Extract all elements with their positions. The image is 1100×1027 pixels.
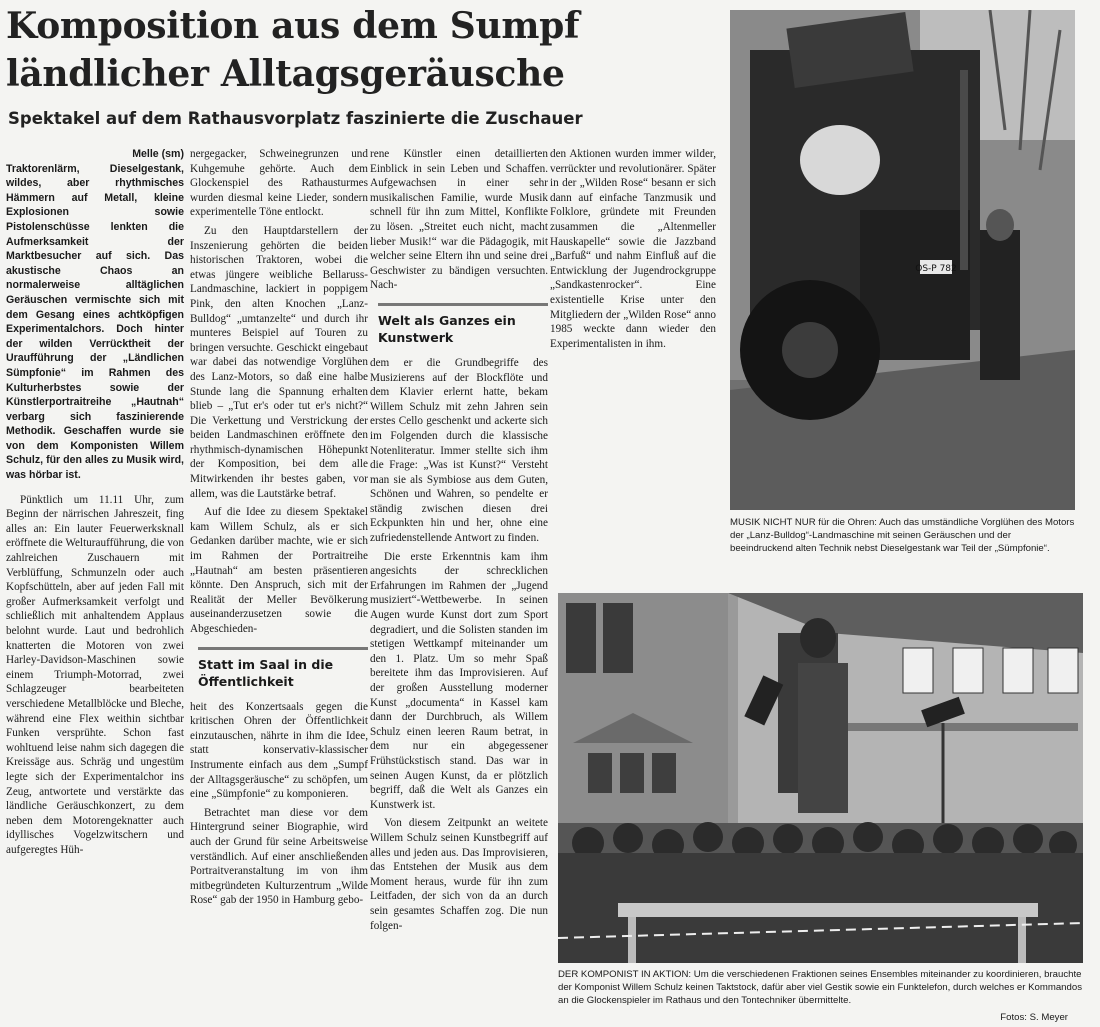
lead-paragraph: Traktorenlärm, Dieselgestank, wildes, aber rhythmisches Hämmern auf Metall, kleine Explosionen sowie Pistolenschüsse lenkten die Aufmerksamkeit der Marktbesucher auf sich. Das akustische Chaos an normalerweise alltäglichen Geräuschen vermischte sich mit dem Gesang eines achtköpfigen Experimentalchors. Doch hinter der wilden Verrücktheit der Uraufführung der „Ländlichen Sümpfonie“ im Rahmen des Kulturherbstes sowie der Künstlerportraitreihe „Hautnah“ verbarg sich faszinierende Methodik. Geschaffen wurde sie von dem Komponisten Willem Schulz, für den alles zu Musik wird, was hörbar ist. (6, 162, 184, 482)
photo-tractor (730, 10, 1075, 510)
body-paragraph: Zu den Hauptdarstellern der Inszenierung gehörten die beiden historischen Traktoren, wobei die etwas jüngere weibliche Bellaruss-Landmaschine, lackiert in poppigem Pink, den alten Knochen „Lanz-Bulldog“ „umtanzelte“ und durch ihr munteres Beispiel auf Touren zu bringen versuchte. Geschickt eingebaut war dabei das notwendige Vorglühen des Lanz-Motors, so daß eine halbe Stunde lang die Spannung erhalten blieb – „Tut er's oder tut er's nicht?“ Die Verkettung und Verstrickung der beiden Landmaschinen eröffnete den rhythmisch-dynamischen Höhepunkt der Komposition, bei dem alle Mitwirkenden ihr bestes gaben, vor allem, was die Lautstärke betraf. (190, 224, 368, 500)
article-column-2 (190, 147, 368, 997)
caption-text: Um die verschiedenen Fraktionen seines Ensembles miteinander zu koordinieren, brauchte der Komponist Willem Schulz keinen Taktstock, dafür aber viel Gestik sowie ein Funktelefon, durch welches er Kommandos an die Glockenspieler im Rathaus und den Tontechniker übermittelte. (558, 969, 1082, 1006)
article-column-3 (370, 147, 548, 997)
body-paragraph: heit des Konzertsaals gegen die kritischen Ohren der Öffentlichkeit einzutauschen, nährte in ihm die Idee, statt konservativ-klassischer Instrumente einfach aus dem „Sumpf der Alltagsgeräusche“ zu schöpfen, um eine „Sümpfonie“ zu komponieren. (190, 700, 368, 801)
photo-tractor-image (730, 10, 1075, 510)
headline (6, 2, 716, 98)
body-paragraph: rene Künstler einen detaillierten Einblick in sein Leben und Schaffen. Aufgewachsen in einer sehr musikalischen Familie, wurde Musik schnell für ihn zum Mittel, Konflikte zu lösen. „Streitet euch nicht, macht lieber Musik!“ war die Pädagogik, mit welcher seine Eltern ihn und seine drei Geschwister zu bändigen versuchten. Nach- (370, 148, 548, 292)
body-paragraph: Die erste Erkenntnis kam ihm angesichts der schrecklichen Erfahrungen im Rahmen der „Jugend musiziert“-Wettbewerbe. In seinen Augen wurde Kunst dort zum Sport degradiert, und die Solisten standen im stetigen Wettkampf miteinander um den 1. Platz. Um so mehr Spaß bereitete ihm das Improvisieren. Auf der großen Ausstellung moderner Kunst „documenta“ in Kassel kam dann der Durchbruch, als Willem Schulz einen leeren Raum betrat, in dem nur ein abgegessener Frühstückstisch stand. Das war in seinen Augen Kunst, da er plötzlich begriff, daß die Welt als Ganzes ein Kunstwerk ist. (370, 550, 548, 811)
body-paragraph: dem er die Grundbegriffe des Musizierens auf der Blockflöte und dem Klavier erlernt hatte, bekam Willem Schulz mit zehn Jahren sein erstes Cello geschenkt und ackerte sich im Folgenden durch die klassische Notenliteratur. Immer stellte sich ihm die Frage: „Was ist Kunst?“ Versteht man sie als Symbiose aus dem Guten, Schönen und Wahren, so pendelte er ständig zwischen diesen drei Eckpunkten hin und her, ohne eine zufriedenstellende Antwort zu finden. (370, 356, 548, 545)
headline-line-1: Komposition aus dem Sumpf (6, 5, 580, 47)
crosshead: Welt als Ganzes ein Kunstwerk (378, 303, 548, 346)
caption-lead: MUSIK NICHT NUR (730, 517, 816, 528)
caption-text: für die Ohren: Auch das umständliche Vorglühen des Motors der „Lanz-Bulldog“-Landmaschine mit seinen Geräuschen und der beeindruckend alten Technik nebst Dieselgestank war Teil der „Sümpfonie“. (730, 517, 1075, 554)
body-paragraph: den Aktionen wurden immer wilder, verrückter und revolutionärer. Später in der „Wilden Rose“ besann er sich dann auf einfache Tanzmusik und Folklore, gründete mit Freunden zusammen die „Altenmeller Hauskapelle“ sowie die Jazzband „Barfuß“ und nahm Einfluß auf die Entwicklung der Jugendrockgruppe „Sandkastenrocker“. Eine existentielle Krise unter den Mitgliedern der „Wilden Rose“ anno 1985 weckte dann wieder den Experimentalisten in ihm. (550, 148, 716, 350)
photo-tractor-caption (730, 516, 1075, 555)
photo-credit: Fotos: S. Meyer (1000, 1012, 1068, 1023)
caption-lead: DER KOMPONIST IN AKTION: (558, 969, 692, 980)
photo-composer-image (558, 593, 1083, 963)
body-paragraph: Auf die Idee zu diesem Spektakel kam Willem Schulz, als er sich Gedanken darüber machte, wie er sich im Rahmen der Portraitreihe „Hautnah“ am besten präsentieren könnte. Den Anspruch, sich mit der Realität der Meller Bevölkerung auseinanderzusetzen sowie die Abgeschieden- (190, 506, 368, 635)
dateline: Melle (sm) (132, 148, 184, 160)
body-paragraph: nergegacker, Schweinegrunzen und Kuhgemuhe gehörte. Auch dem Glockenspiel des Rathausturmes wurden diesmal keine Lieder, sondern experimentelle Töne entlockt. (190, 148, 368, 219)
article-column-4 (550, 147, 716, 377)
body-paragraph: Von diesem Zeitpunkt an weitete Willem Schulz seinen Kunstbegriff auf alles und jeden aus. Das Improvisieren, das Entstehen der Musik aus dem Moment heraus, wurde für ihn zum Leitfaden, der sich von da an durch sein gesamtes Schaffen zog. Die nun folgen- (370, 817, 548, 932)
photo-composer (558, 593, 1083, 963)
body-paragraph: Pünktlich um 11.11 Uhr, zum Beginn der närrischen Jahreszeit, fing alles an: Ein lauter Feuerwerksknall eröffnete die Welturaufführung, die von zahlreichen Zuschauern mit Verblüffung, Schmunzeln oder auch Kopfschütteln, aber auf jeden Fall mit großer Aufmerksamkeit verfolgt und schließlich mit anhaltendem Applaus belohnt wurde. Laut und bedrohlich knatterten die Motoren von zwei Harley-Davidson-Maschinen sowie einem Triumph-Motorrad, zwei Schlagzeuger bearbeiteten verschiedene Metallblöcke und Bleche, während eine Flex weithin sichtbar Funken versprühte. Schon fast wohltuend leise nahm sich dagegen die Kreissäge aus. Schräg und ungestüm legte sich der Experimentalchor ins Zeug, antwortete und verstärkte das ländliche Geräuschkonzert, zu dem neben dem Motorengeknatter auch idyllisches Vogelzwitschern und aufgeregtes Hüh- (6, 493, 184, 856)
crosshead: Statt im Saal in die Öffentlichkeit (198, 647, 368, 690)
photo-composer-caption (558, 968, 1088, 1007)
subheadline: Spektakel auf dem Rathausvorplatz faszinierte die Zuschauer (8, 109, 583, 128)
body-paragraph: Betrachtet man diese vor dem Hintergrund seiner Biographie, wird auch der Grund für seine Arbeitsweise verständlich. Auf einer anschließenden Portraitveranstaltung im von ihm mitbegründeten Kulturzentrum „Wilde Rose“ gab der 1950 in Hamburg gebo- (190, 806, 368, 907)
headline-line-2: ländlicher Alltagsgeräusche (6, 53, 565, 95)
tractor-plate: OS-P 782 (915, 264, 957, 274)
article-column-1 (6, 147, 184, 892)
